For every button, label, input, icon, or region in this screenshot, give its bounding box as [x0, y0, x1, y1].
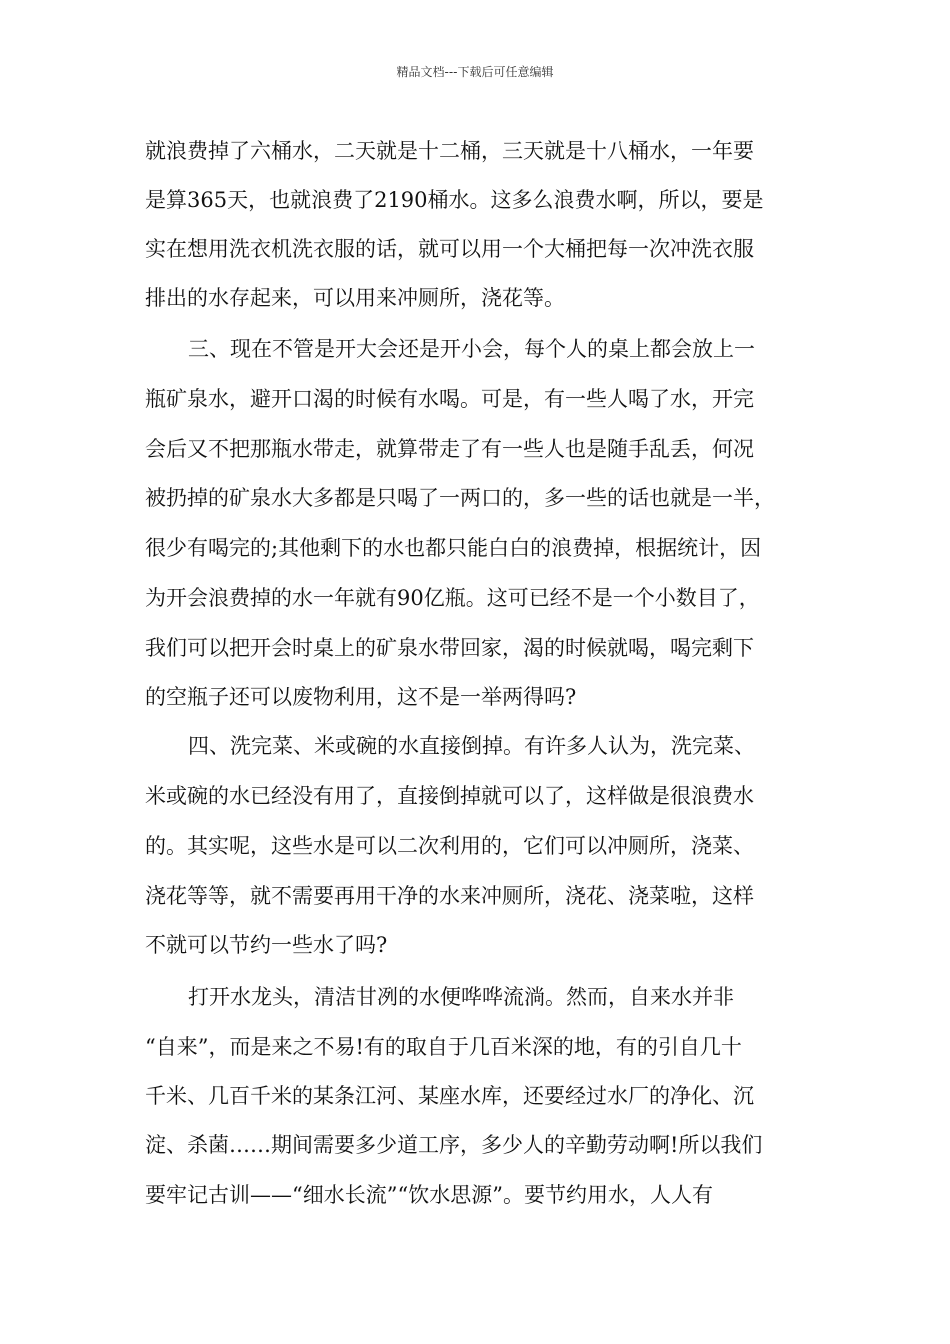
text-line: 是算365天，也就浪费了2190桶水。这多么浪费水啊，所以，要是	[145, 188, 764, 212]
text-line: 米或碗的水已经没有用了，直接倒掉就可以了，这样做是很浪费水	[145, 784, 754, 808]
paragraph-start-line: 打开水龙头，清洁甘冽的水便哗哗流淌。然而，自来水并非	[188, 985, 734, 1009]
text-line: 很少有喝完的;其他剩下的水也都只能白白的浪费掉，根据统计，因	[145, 536, 762, 560]
text-line: 不就可以节约一些水了吗?	[145, 933, 388, 957]
text-line: 就浪费掉了六桶水，二天就是十二桶，三天就是十八桶水，一年要	[145, 139, 754, 163]
text-line: 浇花等等，就不需要再用干净的水来冲厕所，浇花、浇菜啦，这样	[145, 884, 754, 908]
text-line: 会后又不把那瓶水带走，就算带走了有一些人也是随手乱丢，何况	[145, 437, 754, 461]
text-line: 我们可以把开会时桌上的矿泉水带回家，渴的时候就喝，喝完剩下	[145, 636, 754, 660]
text-line: 淀、杀菌……期间需要多少道工序，多少人的辛勤劳动啊!所以我们	[145, 1133, 763, 1157]
paragraph-start-line: 四、洗完菜、米或碗的水直接倒掉。有许多人认为，洗完菜、	[188, 734, 755, 758]
text-line: 为开会浪费掉的水一年就有90亿瓶。这可已经不是一个小数目了，	[145, 586, 760, 610]
text-line: 要牢记古训——“细水长流”“饮水思源”。要节约用水，人人有	[145, 1183, 713, 1207]
page-header: 精品文档---下载后可任意编辑	[396, 65, 554, 79]
paragraph-start-line: 三、现在不管是开大会还是开小会，每个人的桌上都会放上一	[188, 337, 755, 361]
text-line: “自来”，而是来之不易!有的取自于几百米深的地，有的引自几十	[145, 1035, 742, 1059]
text-line: 的空瓶子还可以废物利用，这不是一举两得吗?	[145, 685, 577, 709]
text-line: 的。其实呢，这些水是可以二次利用的，它们可以冲厕所，浇菜、	[145, 834, 754, 858]
text-line: 被扔掉的矿泉水大多都是只喝了一两口的，多一些的话也就是一半，	[145, 486, 775, 510]
text-line: 瓶矿泉水，避开口渴的时候有水喝。可是，有一些人喝了水，开完	[145, 387, 754, 411]
text-line: 排出的水存起来，可以用来冲厕所，浇花等。	[145, 286, 565, 310]
text-line: 实在想用洗衣机洗衣服的话，就可以用一个大桶把每一次冲洗衣服	[145, 237, 754, 261]
text-line: 千米、几百千米的某条江河、某座水库，还要经过水厂的净化、沉	[145, 1084, 754, 1108]
